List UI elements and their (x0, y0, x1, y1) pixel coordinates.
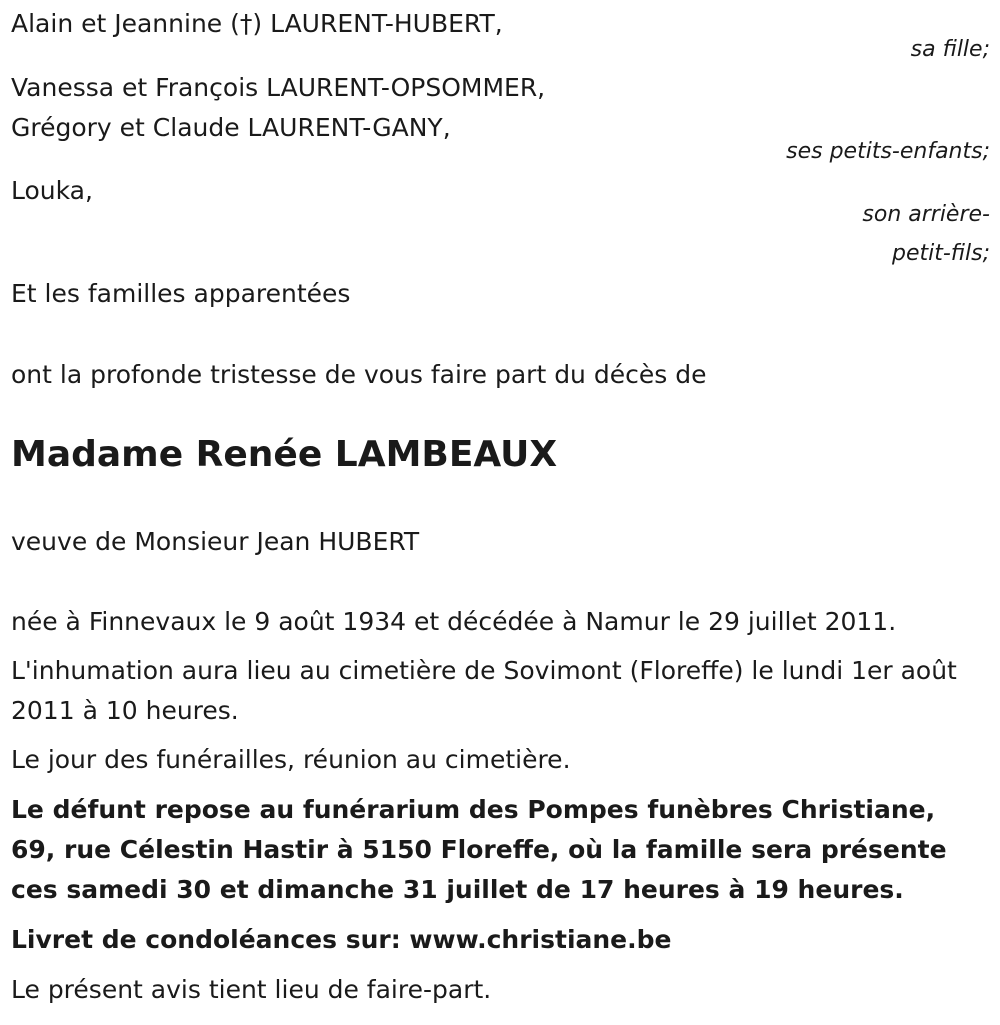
birth-death-line: née à Finnevaux le 9 août 1934 et décédée à Namur le 29 juillet 2011. (11, 607, 897, 636)
grandchildren-line-1: Vanessa et François LAURENT-OPSOMMER, (11, 73, 546, 102)
parents-names-suffix: ) LAURENT-HUBERT, (252, 9, 503, 38)
burial-paragraph: L'inhumation aura lieu au cimetière de Sovimont (Floreffe) le lundi 1er août 2011 à 10 heures. (11, 656, 957, 725)
deceased-name: Madame Renée LAMBEAUX (11, 434, 558, 475)
grandchildren-line-2: Grégory et Claude LAURENT-GANY, (11, 113, 451, 142)
relatives-line: Et les familles apparentées (11, 279, 351, 308)
funeral-day-line: Le jour des funérailles, réunion au cimetière. (11, 745, 571, 774)
parents-names-prefix: Alain et Jeannine ( (11, 9, 240, 38)
notice-line: Le présent avis tient lieu de faire-part. (11, 975, 492, 1004)
great-grandchild-role-line-1: son arrière- (862, 202, 990, 227)
announcement-intro: ont la profonde tristesse de vous faire part du décès de (11, 360, 707, 389)
parents-role: sa fille; (910, 37, 990, 62)
great-grandchild-role-line-2: petit-fils; (891, 241, 990, 266)
grandchildren-role: ses petits-enfants; (786, 139, 990, 164)
great-grandchild-line: Louka, (11, 176, 93, 205)
condolences-line: Livret de condoléances sur: www.christiane.be (11, 925, 672, 954)
cross-icon: † (239, 9, 253, 38)
funerarium-paragraph: Le défunt repose au funérarium des Pompes funèbres Christiane, 69, rue Célestin Hastir à 5150 Floreffe, où la famille sera présente ces samedi 30 et dimanche 31 juillet de 17 heures à 19 heures. (11, 795, 947, 904)
widow-of-line: veuve de Monsieur Jean HUBERT (11, 527, 420, 556)
parents-line (11, 9, 503, 39)
